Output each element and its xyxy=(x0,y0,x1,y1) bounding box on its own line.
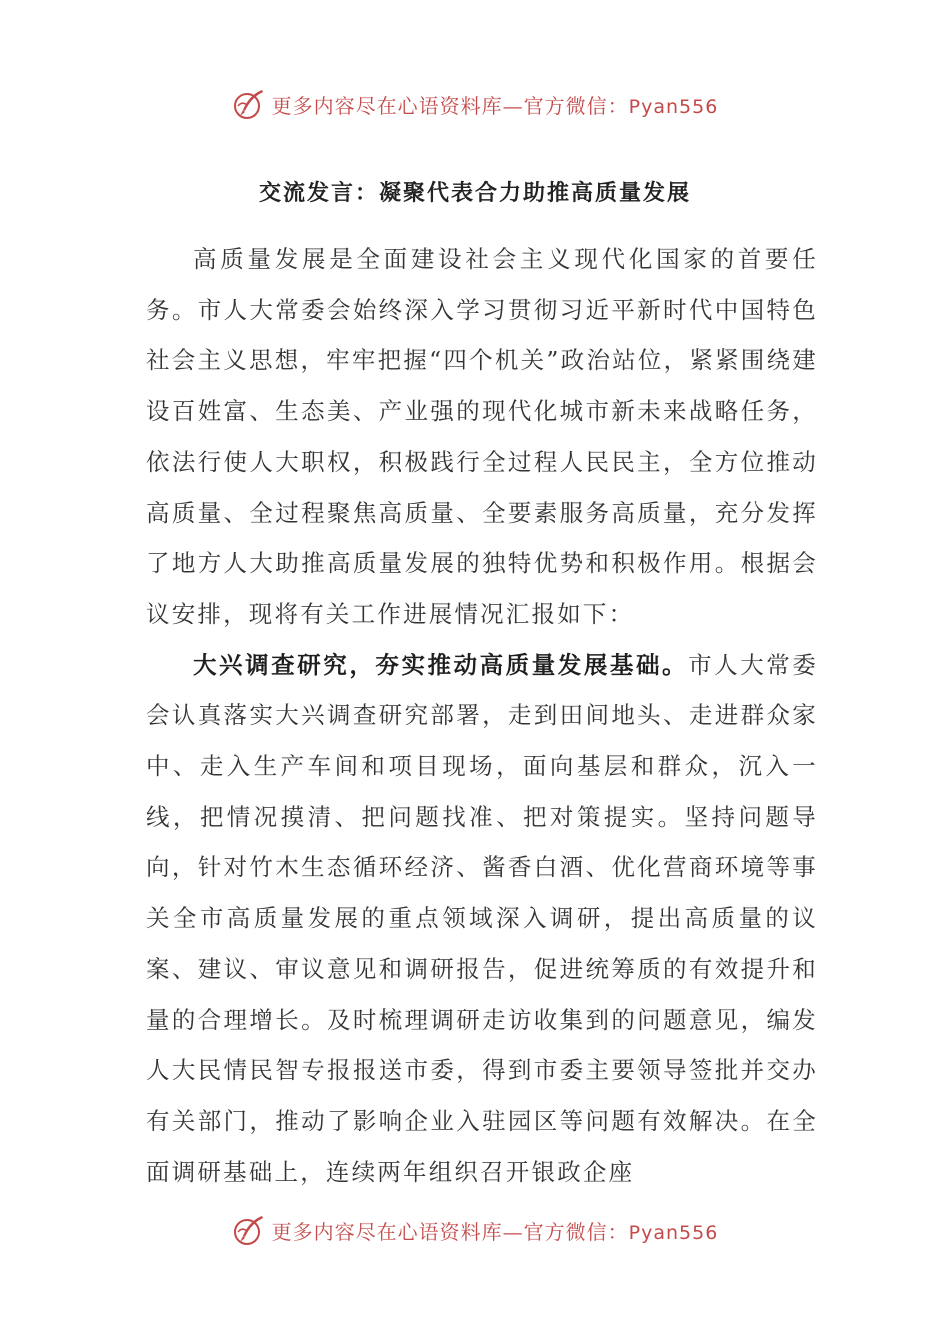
paragraph xyxy=(146,640,818,1198)
wechat-id: Pyan556 xyxy=(628,95,719,118)
paragraph-text: 市人大常委会认真落实大兴调查研究部署，走到田间地头、走进群众家中、走入生产车间和项目现场，面向基层和群众，沉入一线，把情况摸清、把问题找准、把对策提实。坚持问题导向，针对竹木生态循环经济、酱香白酒、优化营商环境等事关全市高质量发展的重点领域深入调研，提出高质量的议案、建议、审议意见和调研报告，促进统筹质的有效提升和量的合理增长。及时梳理调研走访收集到的问题意见，编发人大民情民智专报报送市委，得到市委主要领导签批并交办有关部门，推动了影响企业入驻园区等问题有效解决。在全面调研基础上，连续两年组织召开银政企座 xyxy=(146,650,819,1186)
watermark-text xyxy=(272,90,719,119)
watermark-label: 更多内容尽在心语资料库—官方微信： xyxy=(271,93,629,118)
wechat-id: Pyan556 xyxy=(628,1221,719,1244)
quill-pen-logo-icon xyxy=(232,1213,266,1247)
header-watermark xyxy=(0,82,950,126)
watermark-label: 更多内容尽在心语资料库—官方微信： xyxy=(271,1219,629,1244)
document-title: 交流发言：凝聚代表合力助推高质量发展 xyxy=(258,181,691,206)
paragraph-text: 高质量发展是全面建设社会主义现代化国家的首要任务。市人大常委会始终深入学习贯彻习近平新时代中国特色社会主义思想，牢牢把握“四个机关”政治站位，紧紧围绕建设百姓富、生态美、产业强的现代化城市新未来战略任务，依法行使人大职权，积极践行全过程人民民主，全方位推动高质量、全过程聚焦高质量、全要素服务高质量，充分发挥了地方人大助推高质量发展的独特优势和积极作用。根据会议安排，现将有关工作进展情况汇报如下： xyxy=(146,245,818,628)
footer-watermark xyxy=(0,1208,950,1252)
paragraph-lead: 大兴调查研究，夯实推动高质量发展基础。 xyxy=(193,650,689,679)
document-body xyxy=(146,234,818,1197)
paragraph xyxy=(146,234,818,640)
watermark-text xyxy=(272,1216,719,1245)
quill-pen-logo-icon xyxy=(232,87,266,121)
